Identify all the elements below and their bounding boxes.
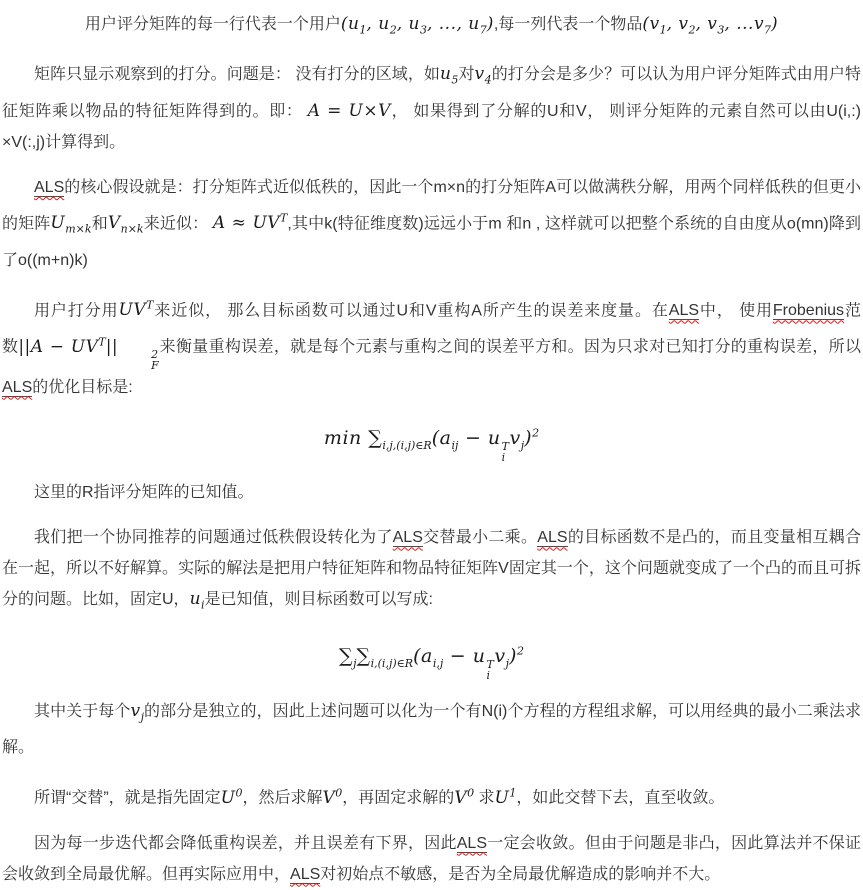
text-run: 的核心假设就是：打分矩阵式近似低秩的，因此一个m×n的打分矩阵A可以做满秩分解，用两个同样低秩的但更小的矩阵	[2, 178, 861, 233]
text-run: 来近似， 那么目标函数可以通过U和V重构A所产生的误差来度量。在	[153, 302, 669, 320]
text-run: 所谓“交替”，就是指先固定	[34, 789, 221, 807]
text-run: 的打分会是多少？可以认为用户评分矩阵式由用户特征矩阵乘以物品的特征矩阵得到的。即：	[2, 66, 861, 120]
misspelled-word	[457, 835, 487, 853]
math-expression: $U^1$	[494, 786, 517, 808]
math-expression: $A \approx UV^T$	[212, 211, 288, 234]
text-run: ,其中k(特征维度数)远远小于m 和n , 这样就可以把整个系统的自由度从o(mn)降到了o((m+n)k)	[2, 215, 861, 269]
spellcheck-squiggle: ALS	[392, 529, 423, 547]
text-run: 对	[458, 66, 475, 84]
spellcheck-squiggle: ALS	[537, 529, 568, 547]
text-run: 交替最小二乘。	[422, 529, 538, 547]
spellcheck-squiggle: ALS	[34, 178, 65, 196]
math-expression: $\sum_j\sum_{i,(i,j)\in R}(a_{i,j} - u$ T i $v_j)^2$	[339, 644, 524, 683]
text-run: 对初始点不敏感，是否为全局最优解造成的影响并不大。	[320, 865, 721, 883]
display-formula	[2, 417, 861, 464]
paragraph	[2, 477, 861, 508]
misspelled-word	[2, 379, 32, 397]
text-run: 来近似：	[143, 215, 213, 233]
stacked-script: 2 F	[151, 348, 160, 373]
spellcheck-squiggle: ALS	[668, 302, 700, 320]
spellcheck-squiggle: Frobenius	[772, 302, 845, 320]
stacked-script: T i	[486, 658, 495, 683]
text-run: 范数	[2, 302, 861, 357]
paragraph	[2, 59, 861, 157]
misspelled-word	[773, 302, 844, 320]
math-expression: $U_{m\times k}$	[50, 213, 92, 236]
paragraph	[2, 777, 861, 814]
text-run: ，如此交替下去，直至收敛。	[516, 789, 725, 807]
text-run: 矩阵只显示观察到的打分。问题是： 没有打分的区域，如	[34, 66, 440, 84]
spellcheck-squiggle: ALS	[290, 865, 321, 883]
misspelled-word	[393, 529, 423, 547]
text-run: 我们把一个协同推荐的问题通过低秩假设转化为了	[34, 529, 393, 547]
paragraph	[2, 290, 861, 403]
text-run: 是已知值，则目标函数可以写成:	[204, 591, 433, 609]
math-expression: ($v_1$, $v_2$, $v_3$, $...v_7$)	[642, 14, 779, 37]
text-run: ，然后求解	[242, 789, 323, 807]
misspelled-word	[34, 179, 64, 197]
math-expression: $V_{n\times k}$	[107, 213, 144, 236]
text-run: 的目标函数不是凸的，而且变量相互耦合在一起，所以不好解算。实际的解法是把用户特征矩阵和物品特征矩阵V固定其一个，这个问题就变成了一个凸的而且可拆分的问题。比如，固定U，	[2, 529, 861, 609]
text-run: 中， 使用	[699, 302, 773, 320]
misspelled-word	[290, 866, 320, 884]
text-run: 因为每一步迭代都会降低重构误差，并且误差有下界，因此	[34, 834, 457, 852]
text-run: 这里的R指评分矩阵的已知值。	[34, 484, 254, 502]
paragraph	[2, 828, 861, 890]
math-expression: $V^0$	[454, 786, 475, 808]
math-expression: $U^0$	[220, 786, 243, 808]
text-run: 的部分是独立的，因此上述问题可以化为一个有N(i)个方程的方程组求解，可以用经典的最小二乘法求解。	[2, 702, 861, 757]
misspelled-word	[669, 302, 699, 320]
spellcheck-squiggle: ALS	[456, 834, 487, 852]
misspelled-word	[537, 529, 567, 547]
text-run: 一定会收敛。但由于问题是非凸，因此算法并不保证会收敛到全局最优解。但再实际应用中，	[2, 834, 861, 883]
math-expression: $v_4$	[474, 64, 492, 87]
math-expression: $V^0$	[322, 786, 343, 808]
math-expression: $||A - UV^T||$ 2 F	[18, 335, 160, 373]
text-run: 来衡量重构误差，就是每个元素与重构之间的误差平方和。因为只求对已知打分的重构误差，所以	[159, 339, 861, 357]
math-expression: $u_5$	[439, 64, 459, 87]
text-run: 其中关于每个	[34, 702, 131, 720]
paragraph	[2, 522, 861, 620]
paragraph	[2, 696, 861, 763]
math-expression: $v_j$	[130, 700, 144, 724]
text-run: ， 如果得到了分解的U和V， 则评分矩阵的元素自然可以由U(i,:) ×V(:,j)计算得到。	[2, 102, 861, 151]
stacked-script: T i	[501, 440, 510, 465]
text-run: 求	[474, 789, 495, 807]
math-expression: $\min \sum_{i,j,(i,j)\in R}(a_{ij} - u$ T i $v_j)^2$	[323, 426, 540, 465]
document-title	[2, 9, 861, 45]
math-expression: $u_i$	[189, 589, 205, 612]
display-formula	[2, 635, 861, 682]
math-expression: $UV^T$	[118, 298, 154, 321]
math-expression: ($u_1$, $u_2$, $u_3$, ..., $u_7$)	[340, 14, 494, 37]
paragraph	[2, 172, 861, 276]
spellcheck-squiggle: ALS	[2, 378, 33, 396]
text-run: 和	[91, 215, 108, 233]
text-run: 的优化目标是:	[32, 378, 133, 396]
text-run: ,每一列代表一个物品	[493, 16, 643, 33]
text-run: 用户打分用	[34, 302, 119, 320]
text-run: ，再固定求解的	[342, 789, 455, 807]
text-run: 用户评分矩阵的每一行代表一个用户	[84, 16, 341, 33]
math-expression: A = U×V	[307, 100, 391, 121]
